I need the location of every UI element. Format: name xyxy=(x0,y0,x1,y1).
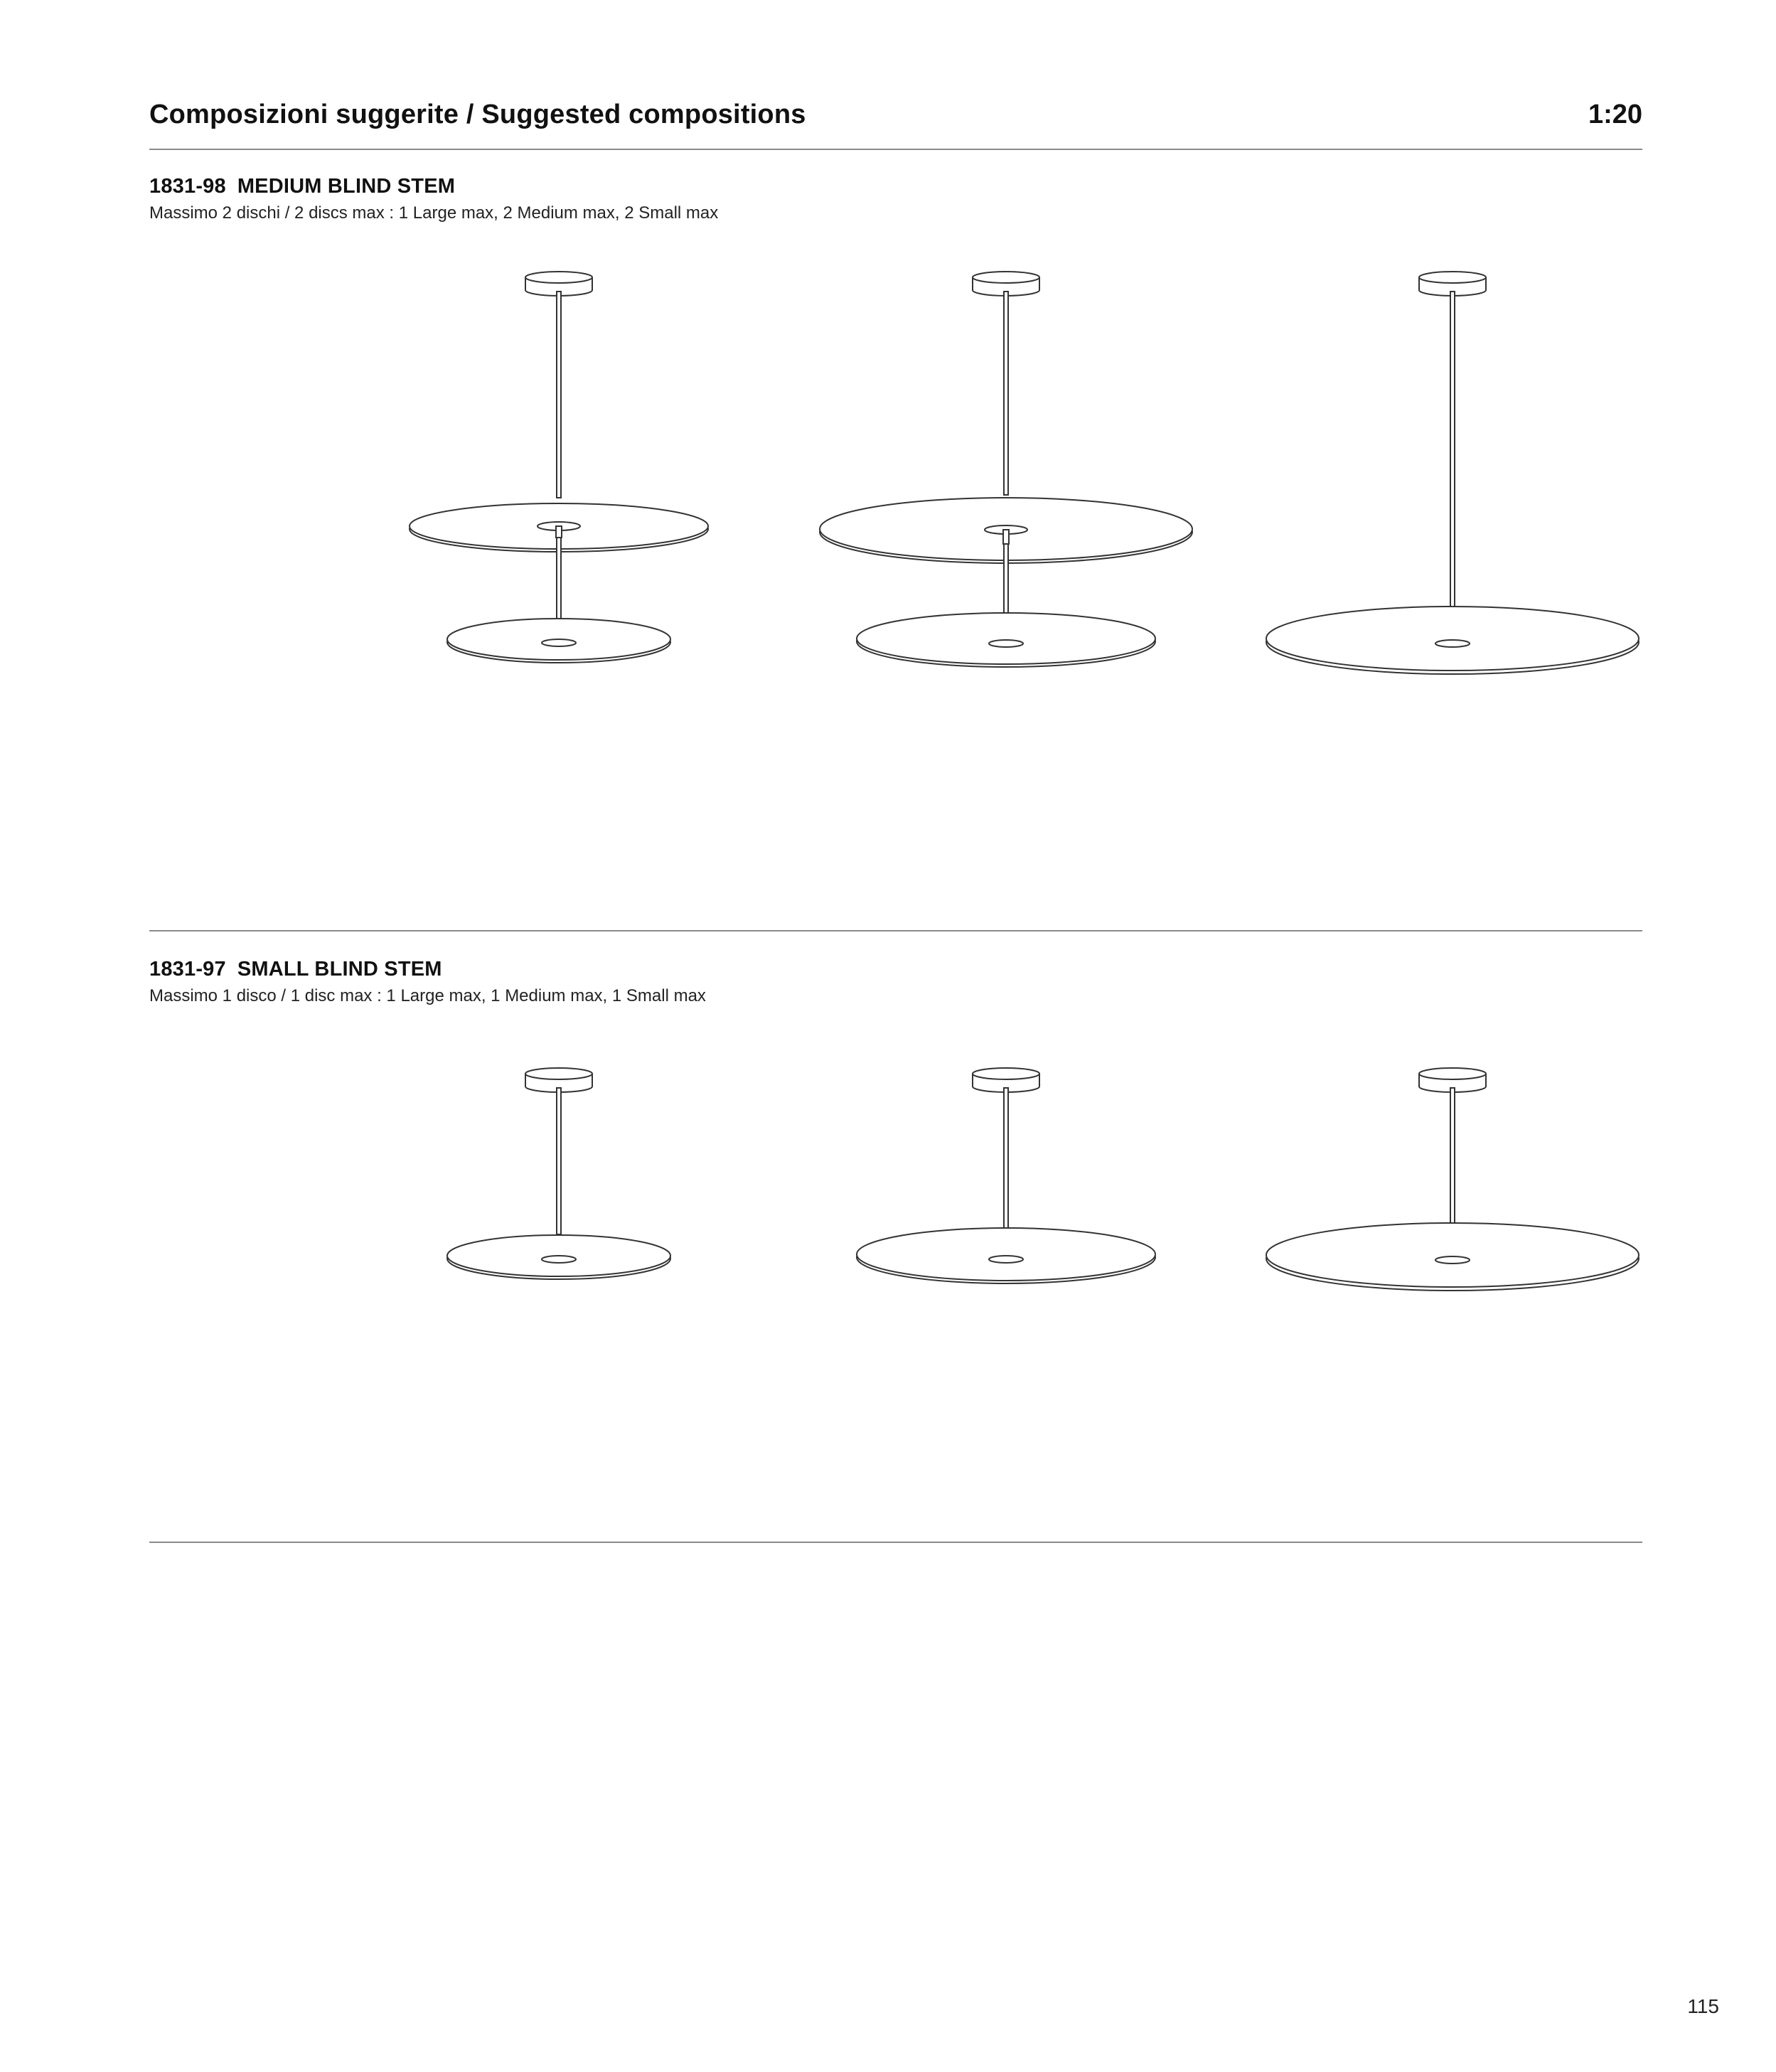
stem xyxy=(1004,544,1008,614)
section-title-small-blind-stem xyxy=(149,958,442,981)
stem xyxy=(1450,292,1455,612)
composition-large-medium xyxy=(820,272,1192,667)
stem xyxy=(557,292,561,498)
stem xyxy=(557,1088,561,1234)
section-code: 1831-98 xyxy=(149,175,226,198)
page-title: Composizioni suggerite / Suggested compositions xyxy=(149,100,806,129)
stem xyxy=(1004,1088,1008,1229)
header-rule xyxy=(149,149,1642,150)
disc-small xyxy=(447,619,670,663)
composition-large xyxy=(1266,1068,1639,1291)
section-rule xyxy=(149,930,1642,931)
medium-blind-stem-drawings xyxy=(0,256,1776,697)
stem-joint xyxy=(1003,530,1009,544)
disc-medium xyxy=(857,1228,1155,1283)
composition-medium xyxy=(857,1068,1155,1283)
section-subtitle: Massimo 2 dischi / 2 discs max : 1 Large max, 2 Medium max, 2 Small max xyxy=(149,203,719,223)
stem xyxy=(1004,292,1008,495)
stem xyxy=(557,538,561,619)
scale-label: 1:20 xyxy=(1588,100,1642,129)
section-rule xyxy=(149,1542,1642,1543)
composition-medium-small xyxy=(410,272,708,663)
small-blind-stem-drawings xyxy=(0,1052,1776,1308)
stem-joint xyxy=(556,526,562,538)
page-number: 115 xyxy=(1687,1995,1719,2017)
section-subtitle: Massimo 1 disco / 1 disc max : 1 Large max, 1 Medium max, 1 Small max xyxy=(149,986,706,1005)
disc-small xyxy=(447,1235,670,1279)
composition-small xyxy=(447,1068,670,1279)
stem xyxy=(1450,1088,1455,1224)
disc-large xyxy=(1266,607,1639,674)
section-name: SMALL BLIND STEM xyxy=(237,958,442,981)
disc-large xyxy=(1266,1223,1639,1291)
section-name: MEDIUM BLIND STEM xyxy=(237,175,456,198)
section-title-medium-blind-stem xyxy=(149,175,455,198)
composition-large xyxy=(1266,272,1639,674)
section-code: 1831-97 xyxy=(149,958,226,981)
disc-medium xyxy=(857,613,1155,667)
page-header xyxy=(149,100,1642,149)
